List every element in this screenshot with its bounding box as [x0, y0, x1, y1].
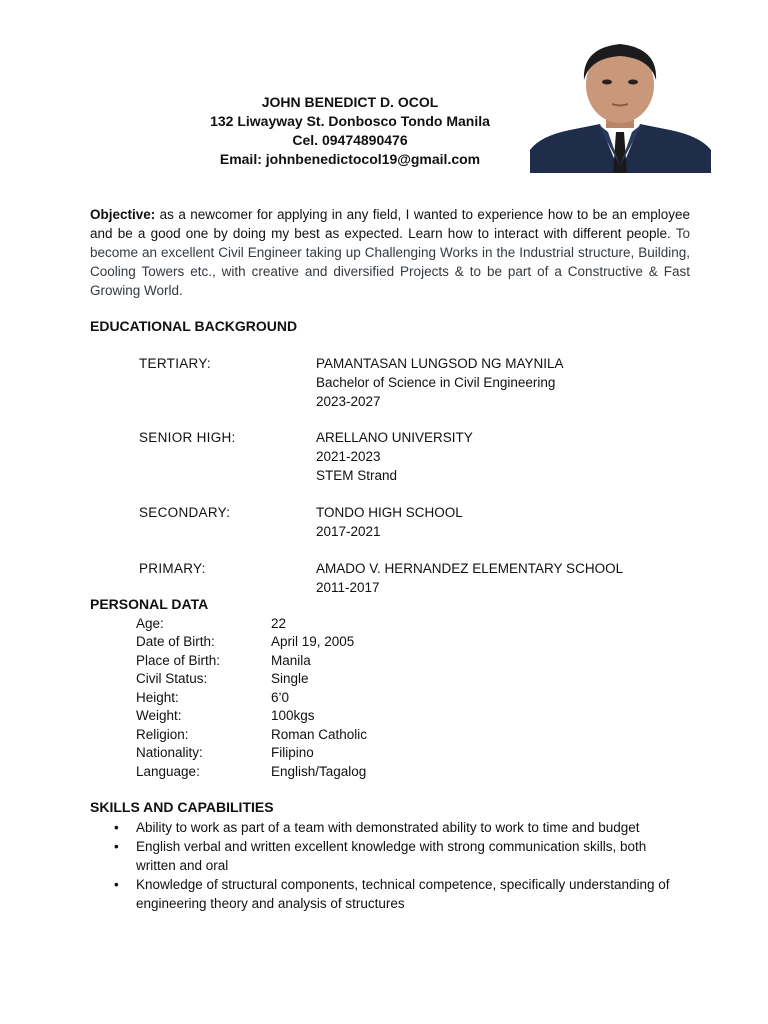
applicant-email: Email: johnbenedictocol19@gmail.com [219, 151, 481, 167]
objective-text-continued: To become an excellent Civil Engineer taking up Challenging Works in the Industrial structure, Building, Cooling Towers etc., with creative and diversified Projects & to be part of a Constructive & Fast Growing World. [90, 226, 690, 298]
personal-data-value: 100kgs [271, 708, 315, 723]
school-name: AMADO V. HERNANDEZ ELEMENTARY SCHOOL [316, 561, 624, 576]
personal-data-label: Language: [136, 764, 200, 779]
personal-data-value: Roman Catholic [271, 727, 368, 742]
strand-name: STEM Strand [316, 468, 398, 483]
contact-header [150, 93, 550, 169]
personal-data-label: Place of Birth: [136, 653, 221, 668]
portrait-image [530, 40, 711, 173]
skills-list [112, 818, 682, 913]
education-level: SECONDARY: [139, 505, 231, 520]
applicant-phone: Cel. 09474890476 [292, 132, 408, 148]
school-years: 2017-2021 [316, 524, 381, 539]
education-details [316, 428, 473, 485]
objective-label: Objective: [90, 207, 156, 222]
personal-data-row [0, 762, 768, 781]
personal-data-value: Single [271, 671, 309, 686]
bullet-icon: • [114, 839, 119, 854]
school-name: ARELLANO UNIVERSITY [316, 430, 473, 445]
school-name: TONDO HIGH SCHOOL [316, 505, 463, 520]
personal-data-value: 6’0 [271, 690, 290, 705]
education-level: PRIMARY: [139, 561, 206, 576]
education-heading: EDUCATIONAL BACKGROUND [90, 318, 298, 334]
skill-item [112, 837, 682, 875]
bullet-icon: • [114, 820, 119, 835]
skill-item [112, 818, 682, 837]
personal-data-row [0, 725, 768, 744]
education-details [316, 503, 463, 541]
personal-data-label: Weight: [136, 708, 182, 723]
profile-photo [530, 40, 711, 173]
education-level: TERTIARY: [139, 356, 211, 371]
applicant-name: JOHN BENEDICT D. OCOL [261, 94, 439, 110]
personal-data-row [0, 632, 768, 651]
personal-data-value: English/Tagalog [271, 764, 367, 779]
personal-data-row [0, 651, 768, 670]
personal-data-value: Filipino [271, 745, 314, 760]
personal-data-value: Manila [271, 653, 311, 668]
personal-data-row [0, 743, 768, 762]
school-years: 2021-2023 [316, 449, 381, 464]
personal-data-row [0, 669, 768, 688]
school-years: 2011-2017 [316, 580, 380, 595]
personal-data-row [0, 706, 768, 725]
personal-data-label: Religion: [136, 727, 189, 742]
skill-text: Ability to work as part of a team with demonstrated ability to work to time and budget [136, 820, 640, 835]
personal-data-label: Age: [136, 616, 164, 631]
skill-text: English verbal and written excellent knowledge with strong communication skills, both written and oral [136, 839, 647, 873]
personal-data-label: Civil Status: [136, 671, 208, 686]
personal-data-value: April 19, 2005 [271, 634, 355, 649]
personal-data-value: 22 [271, 616, 287, 631]
personal-data-label: Date of Birth: [136, 634, 215, 649]
education-level: SENIOR HIGH: [139, 430, 236, 445]
skill-text: Knowledge of structural components, technical competence, specifically understanding of engineering theory and analysis of structures [136, 877, 670, 911]
objective-text: as a newcomer for applying in any field, I wanted to experience how to be an employee and be a good one by doing my best as expected. Learn how to interact with different people. [90, 207, 690, 241]
school-name: PAMANTASAN LUNGSOD NG MAYNILA [316, 356, 564, 371]
personal-data-heading: PERSONAL DATA [90, 596, 209, 612]
applicant-address: 132 Liwayway St. Donbosco Tondo Manila [210, 113, 490, 129]
objective-section [90, 205, 690, 300]
skill-item [112, 875, 682, 913]
education-details [316, 354, 564, 411]
skills-heading: SKILLS AND CAPABILITIES [90, 799, 274, 815]
bullet-icon: • [114, 877, 119, 892]
personal-data-label: Nationality: [136, 745, 203, 760]
personal-data-row [0, 614, 768, 633]
school-years: 2023-2027 [316, 394, 381, 409]
education-details [316, 559, 623, 597]
personal-data-row [0, 688, 768, 707]
personal-data-label: Height: [136, 690, 179, 705]
degree-name: Bachelor of Science in Civil Engineering [316, 375, 556, 390]
